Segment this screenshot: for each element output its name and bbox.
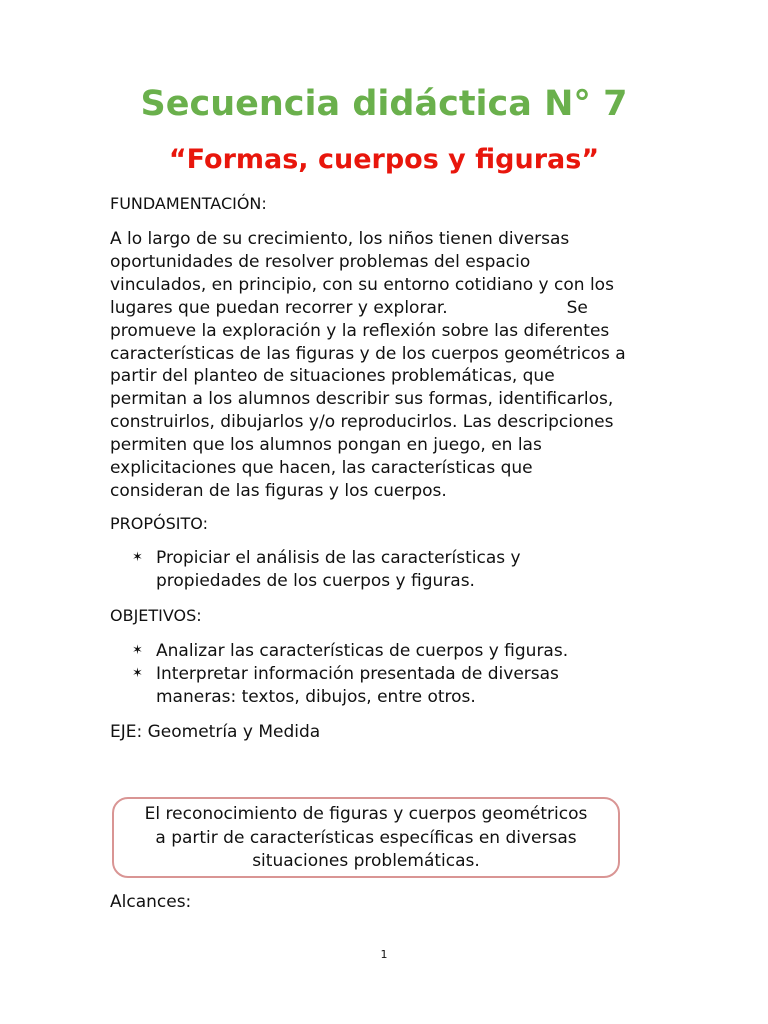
paragraph-line: vinculados, en principio, con su entorno cotidiano y con los [110, 274, 614, 295]
paragraph-line: oportunidades de resolver problemas del espacio [110, 251, 531, 272]
star-bullet-icon: ✶ [132, 665, 143, 681]
list-item-text: Analizar las características de cuerpos y figuras. [156, 641, 569, 661]
paragraph-line: lugares que puedan recorrer y explorar. Se [110, 297, 588, 318]
fundamentacion-paragraph [110, 228, 670, 503]
eje-line: EJE: Geometría y Medida [110, 722, 321, 742]
list-item-text: Interpretar información presentada de diversas [156, 663, 559, 684]
highlight-box-text [112, 803, 620, 874]
list-item-text: maneras: textos, dibujos, entre otros. [156, 686, 476, 707]
paragraph-line: consideran de las figuras y los cuerpos. [110, 480, 447, 501]
box-text-line: El reconocimiento de figuras y cuerpos geométricos [144, 804, 588, 824]
paragraph-line: permiten que los alumnos pongan en juego, en las [110, 435, 542, 456]
paragraph-line: construirlos, dibujarlos y/o reproducirlos. Las descripciones [110, 412, 614, 433]
list-item-text: propiedades de los cuerpos y figuras. [156, 570, 475, 591]
box-text-line: a partir de características específicas en diversas [155, 827, 577, 848]
paragraph-line: A lo largo de su crecimiento, los niños tienen diversas [110, 229, 570, 249]
box-text-line: situaciones problemáticas. [252, 851, 480, 871]
page-number: 1 [380, 948, 388, 961]
document-title: Secuencia didáctica N° 7 [140, 84, 628, 124]
paragraph-line: características de las figuras y de los cuerpos geométricos a [110, 343, 626, 364]
star-bullet-icon: ✶ [132, 643, 143, 658]
proposito-heading: PROPÓSITO: [110, 514, 208, 533]
proposito-list [110, 547, 521, 593]
list-item [110, 547, 521, 593]
document-subtitle: “Formas, cuerpos y figuras” [168, 144, 600, 175]
objetivos-list [110, 640, 568, 709]
list-item [110, 663, 568, 709]
paragraph-line: promueve la exploración y la reflexión sobre las diferentes [110, 320, 610, 341]
alcances-heading: Alcances: [110, 892, 192, 912]
paragraph-line: explicitaciones que hacen, las características que [110, 458, 533, 479]
list-item-text: Propiciar el análisis de las características y [156, 548, 521, 568]
list-item [110, 640, 568, 663]
fundamentacion-heading: FUNDAMENTACIÓN: [110, 194, 267, 213]
paragraph-line: partir del planteo de situaciones problemáticas, que [110, 366, 555, 387]
objetivos-heading: OBJETIVOS: [110, 606, 202, 625]
paragraph-line: permitan a los alumnos describir sus formas, identificarlos, [110, 389, 614, 410]
star-bullet-icon: ✶ [132, 550, 143, 565]
